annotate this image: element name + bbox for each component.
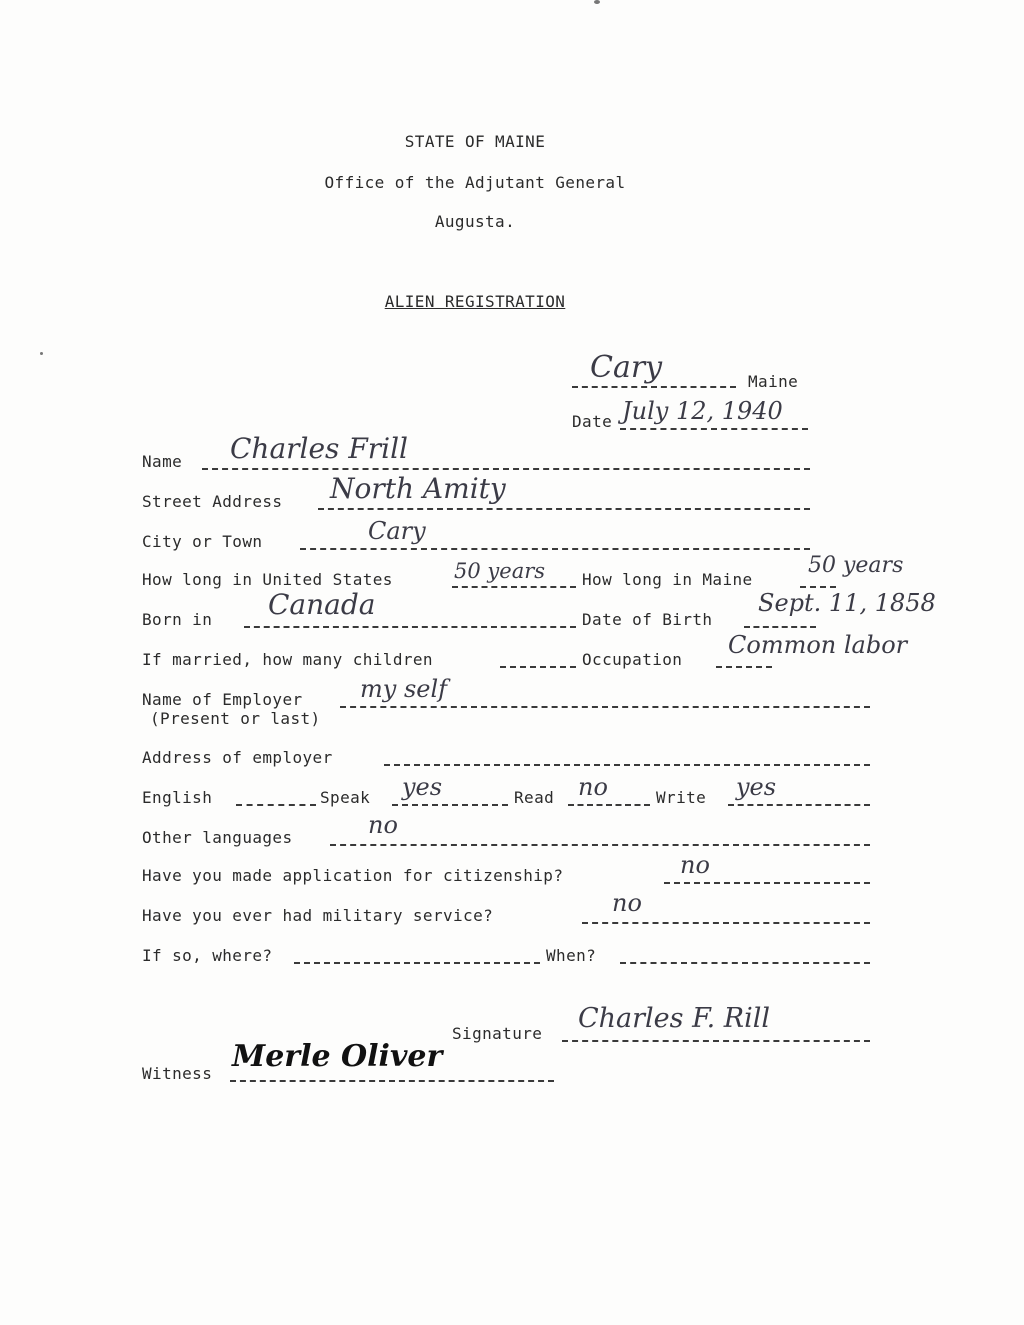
how-long-us-dash <box>452 586 576 588</box>
married-label: If married, how many children <box>142 650 433 669</box>
how-long-maine-dash <box>800 586 836 588</box>
street-label: Street Address <box>142 492 283 511</box>
write-value: yes <box>736 773 777 801</box>
header-state: STATE OF MAINE <box>404 132 546 151</box>
street-dash <box>318 508 810 510</box>
scan-speck <box>594 0 600 4</box>
date-label: Date <box>572 412 613 431</box>
dob-value: Sept. 11, 1858 <box>758 589 936 617</box>
city-value: Cary <box>368 517 426 545</box>
how-long-us-label: How long in United States <box>142 570 393 589</box>
when-label: When? <box>546 946 597 965</box>
date-dash <box>620 428 808 430</box>
city-label: City or Town <box>142 532 263 551</box>
citizenship-dash <box>664 882 870 884</box>
write-dash <box>728 804 870 806</box>
born-in-dash <box>244 626 576 628</box>
signature-value: Charles F. Rill <box>578 1003 771 1034</box>
dob-dash <box>744 626 816 628</box>
english-dash <box>236 804 316 806</box>
header-city: Augusta. <box>434 212 516 231</box>
city-dash <box>300 548 810 550</box>
signature-dash <box>562 1040 870 1042</box>
witness-label: Witness <box>142 1064 213 1083</box>
occupation-label: Occupation <box>582 650 683 669</box>
born-in-label: Born in <box>142 610 213 629</box>
how-long-maine-label: How long in Maine <box>582 570 753 589</box>
when-dash <box>620 962 870 964</box>
occupation-value: Common labor <box>728 631 908 659</box>
witness-dash <box>230 1080 554 1082</box>
read-value: no <box>578 773 608 801</box>
witness-value: Merle Oliver <box>232 1039 443 1074</box>
how-long-us-value: 50 years <box>454 559 546 583</box>
speak-dash <box>392 804 508 806</box>
married-dash <box>500 666 576 668</box>
dob-label: Date of Birth <box>582 610 713 629</box>
header-office: Office of the Adjutant General <box>324 173 626 192</box>
signature-label: Signature <box>452 1024 543 1043</box>
read-dash <box>568 804 650 806</box>
employer-dash <box>340 706 870 708</box>
date-value: July 12, 1940 <box>622 397 783 425</box>
citizenship-value: no <box>680 851 710 879</box>
other-languages-dash <box>330 844 870 846</box>
english-label: English <box>142 788 213 807</box>
occupation-dash <box>716 666 772 668</box>
employer-address-dash <box>384 764 870 766</box>
place-label: Maine <box>748 372 799 391</box>
speak-value: yes <box>402 773 443 801</box>
military-dash <box>582 922 870 924</box>
form-title: ALIEN REGISTRATION <box>384 292 566 311</box>
write-label: Write <box>656 788 707 807</box>
place-value: Cary <box>590 350 663 385</box>
name-value: Charles Frill <box>230 432 409 465</box>
place-dash <box>572 386 736 388</box>
read-label: Read <box>514 788 555 807</box>
name-dash <box>202 468 810 470</box>
scan-speck <box>40 352 43 355</box>
employer-sublabel: (Present or last) <box>150 709 321 728</box>
street-value: North Amity <box>330 472 506 505</box>
employer-label: Name of Employer <box>142 690 303 709</box>
other-languages-label: Other languages <box>142 828 293 847</box>
military-label: Have you ever had military service? <box>142 906 494 925</box>
how-long-maine-value: 50 years <box>808 553 904 578</box>
employer-value: my self <box>360 675 448 703</box>
where-label: If so, where? <box>142 946 273 965</box>
military-value: no <box>612 889 642 917</box>
name-label: Name <box>142 452 183 471</box>
born-in-value: Canada <box>268 588 376 621</box>
speak-label: Speak <box>320 788 371 807</box>
where-dash <box>294 962 540 964</box>
employer-address-label: Address of employer <box>142 748 333 767</box>
citizenship-label: Have you made application for citizenship? <box>142 866 564 885</box>
other-languages-value: no <box>368 811 398 839</box>
